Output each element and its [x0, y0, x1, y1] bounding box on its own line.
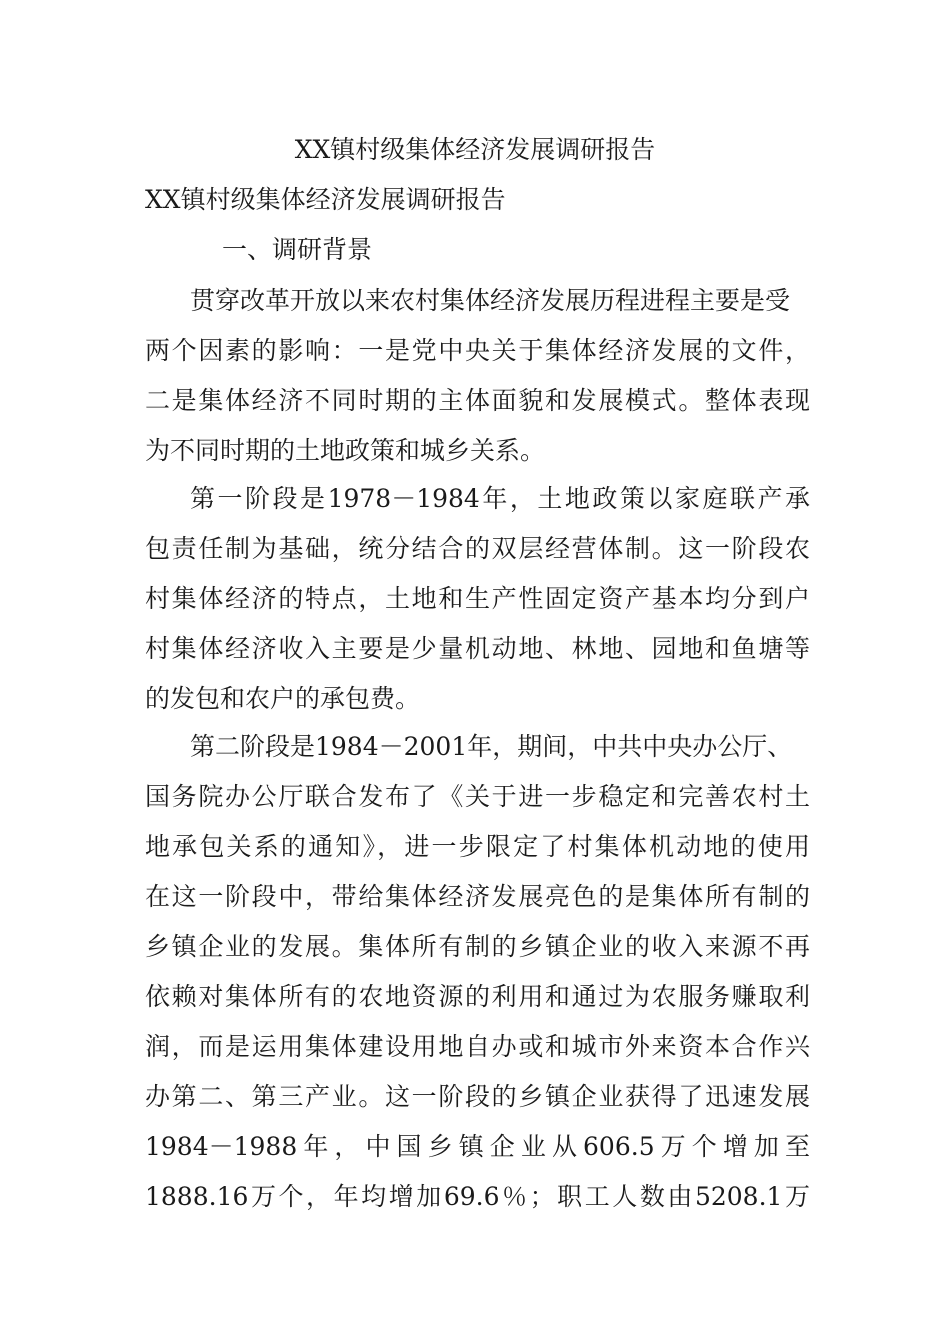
paragraph-line: 的发包和农户的承包费。	[145, 684, 421, 713]
document-subtitle: XX镇村级集体经济发展调研报告	[145, 185, 506, 214]
paragraph-line: 两个因素的影响：一是党中央关于集体经济发展的文件，	[145, 336, 810, 365]
paragraph-line: 地承包关系的通知》，进一步限定了村集体机动地的使用	[145, 832, 810, 861]
paragraph-line: 村集体经济的特点，土地和生产性固定资产基本均分到户	[145, 584, 810, 613]
paragraph-line: 国务院办公厅联合发布了《关于进一步稳定和完善农村土	[145, 782, 810, 811]
document-title: XX镇村级集体经济发展调研报告	[294, 135, 656, 164]
paragraph-line: 第一阶段是1978－1984年，土地政策以家庭联产承	[190, 484, 810, 513]
paragraph-line: 为不同时期的土地政策和城乡关系。	[145, 436, 546, 465]
paragraph-line: 乡镇企业的发展。集体所有制的乡镇企业的收入来源不再	[145, 932, 810, 961]
paragraph-line: 1984－1988年，中国乡镇企业从606.5万个增加至	[145, 1132, 810, 1161]
paragraph-line: 村集体经济收入主要是少量机动地、林地、园地和鱼塘等	[145, 634, 810, 663]
paragraph-line: 包责任制为基础，统分结合的双层经营体制。这一阶段农	[145, 534, 810, 563]
paragraph-line: 贯穿改革开放以来农村集体经济发展历程进程主要是受	[190, 286, 791, 315]
paragraph-line: 二是集体经济不同时期的主体面貌和发展模式。整体表现	[145, 386, 810, 415]
paragraph-line: 第二阶段是1984－2001年，期间，中共中央办公厅、	[190, 732, 793, 761]
paragraph-line: 润，而是运用集体建设用地自办或和城市外来资本合作兴	[145, 1032, 810, 1061]
paragraph-line: 1888.16万个，年均增加69.6％；职工人数由5208.1万	[145, 1182, 810, 1211]
paragraph-line: 依赖对集体所有的农地资源的利用和通过为农服务赚取利	[145, 982, 810, 1011]
paragraph-line: 在这一阶段中，带给集体经济发展亮色的是集体所有制的	[145, 882, 810, 911]
paragraph-line: 办第二、第三产业。这一阶段的乡镇企业获得了迅速发展	[145, 1082, 810, 1111]
section-heading: 一、调研背景	[222, 235, 373, 264]
